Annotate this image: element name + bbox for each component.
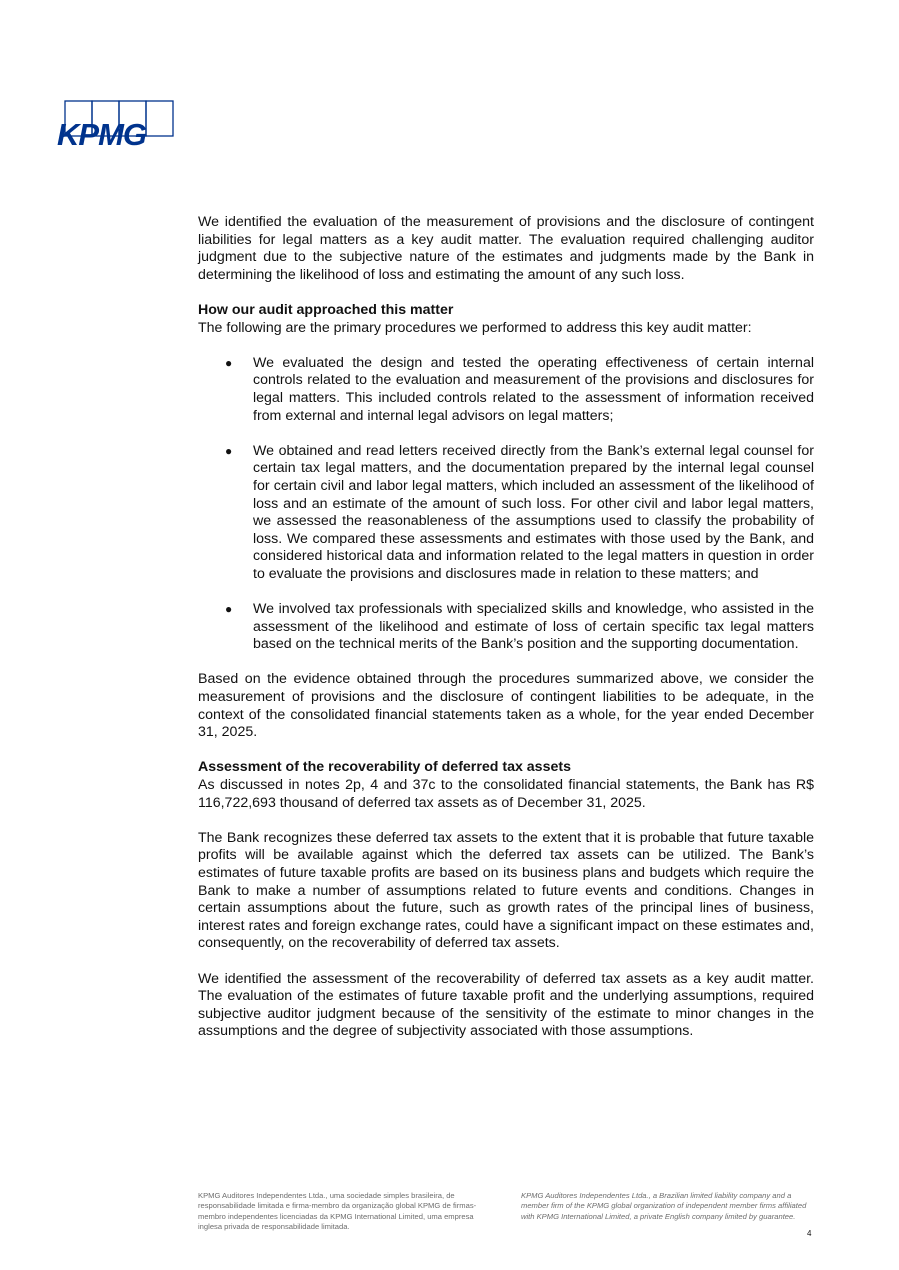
list-item-text: We evaluated the design and tested the operating effectiveness of certain internal controls related to the evaluation and measurement of the provisions and disclosures for legal matters. This included controls related to the assessment of information received from external and internal legal advisors on legal matters;	[253, 354, 814, 424]
page-number: 4	[807, 1229, 812, 1238]
list-item	[198, 601, 814, 654]
bullet-icon: ●	[225, 602, 233, 617]
bullet-icon: ●	[225, 355, 233, 370]
list-item-text: We involved tax professionals with specialized skills and knowledge, who assisted in the assessment of the likelihood and estimate of loss of certain specific tax legal matters based on the technical merits of the Bank’s position and the supporting documentation.	[253, 601, 814, 653]
procedures-lead: The following are the primary procedures we performed to address this key audit matter:	[198, 319, 752, 336]
footer-portuguese: KPMG Auditores Independentes Ltda., uma sociedade simples brasileira, de responsabilidade limitada e firma-membro da organização global KPMG de firmas-membro independentes licenciadas da KPMG International Limited, uma empresa inglesa privada de responsabilidade limitada.	[198, 1191, 477, 1231]
deferred-tax-paragraph-2: The Bank recognizes these deferred tax assets to the extent that it is probable that future taxable profits will be available against which the deferred tax assets can be utilized. The Bank’s estimates of future taxable profits are based on its business plans and budgets which require the Bank to make a number of assumptions related to future events and conditions. Changes in certain assumptions about the future, such as growth rates of the principal lines of business, interest rates and foreign exchange rates, could have a significant impact on these estimates and, consequently, on the recoverability of deferred tax assets.	[198, 829, 814, 952]
list-item-text: We obtained and read letters received directly from the Bank’s external legal counsel for certain tax legal matters, and the documentation prepared by the internal legal counsel for certain civil and labor legal matters, which included an assessment of the likelihood of loss and an estimate of the amount of such loss. For other civil and labor legal matters, we assessed the reasonableness of the assumptions used to classify the probability of loss. We compared these assessments and estimates with those used by the Bank, and considered historical data and information related to the legal matters in question in order to evaluate the provisions and disclosures made in relation to these matters; and	[253, 442, 814, 582]
section-heading-deferred-tax: Assessment of the recoverability of deferred tax assets	[198, 759, 571, 776]
section-heading-audit-approach: How our audit approached this matter	[198, 301, 454, 318]
kpmg-logo	[57, 100, 177, 150]
svg-text:KPMG: KPMG	[57, 117, 146, 150]
conclusion-paragraph: Based on the evidence obtained through the procedures summarized above, we consider the measurement of provisions and the disclosure of contingent liabilities to be adequate, in the context of the consolidated financial statements taken as a whole, for the year ended December 31, 2025.	[198, 671, 814, 741]
list-item	[198, 355, 814, 425]
procedures-list	[198, 355, 814, 654]
footer-english: KPMG Auditores Independentes Ltda., a Brazilian limited liability company and a member firm of the KPMG global organization of independent member firms affiliated with KPMG International Limited, a private English company limited by guarantee.	[521, 1191, 807, 1221]
deferred-tax-paragraph-1: As discussed in notes 2p, 4 and 37c to the consolidated financial statements, the Bank has R$ 116,722,693 thousand of deferred tax assets as of December 31, 2025.	[198, 777, 814, 811]
list-item	[198, 443, 814, 584]
deferred-tax-paragraph-3: We identified the assessment of the recoverability of deferred tax assets as a key audit matter. The evaluation of the estimates of future taxable profit and the underlying assumptions, required subjective auditor judgment because of the sensitivity of the estimate to minor changes in the assumptions and the degree of subjectivity associated with those assumptions.	[198, 970, 814, 1040]
document-body	[198, 214, 814, 1041]
bullet-icon: ●	[225, 443, 233, 458]
intro-paragraph: We identified the evaluation of the measurement of provisions and the disclosure of contingent liabilities for legal matters as a key audit matter. The evaluation required challenging auditor judgment due to the subjective nature of the estimates and judgments made by the Bank in determining the likelihood of loss and estimating the amount of any such loss.	[198, 214, 814, 283]
